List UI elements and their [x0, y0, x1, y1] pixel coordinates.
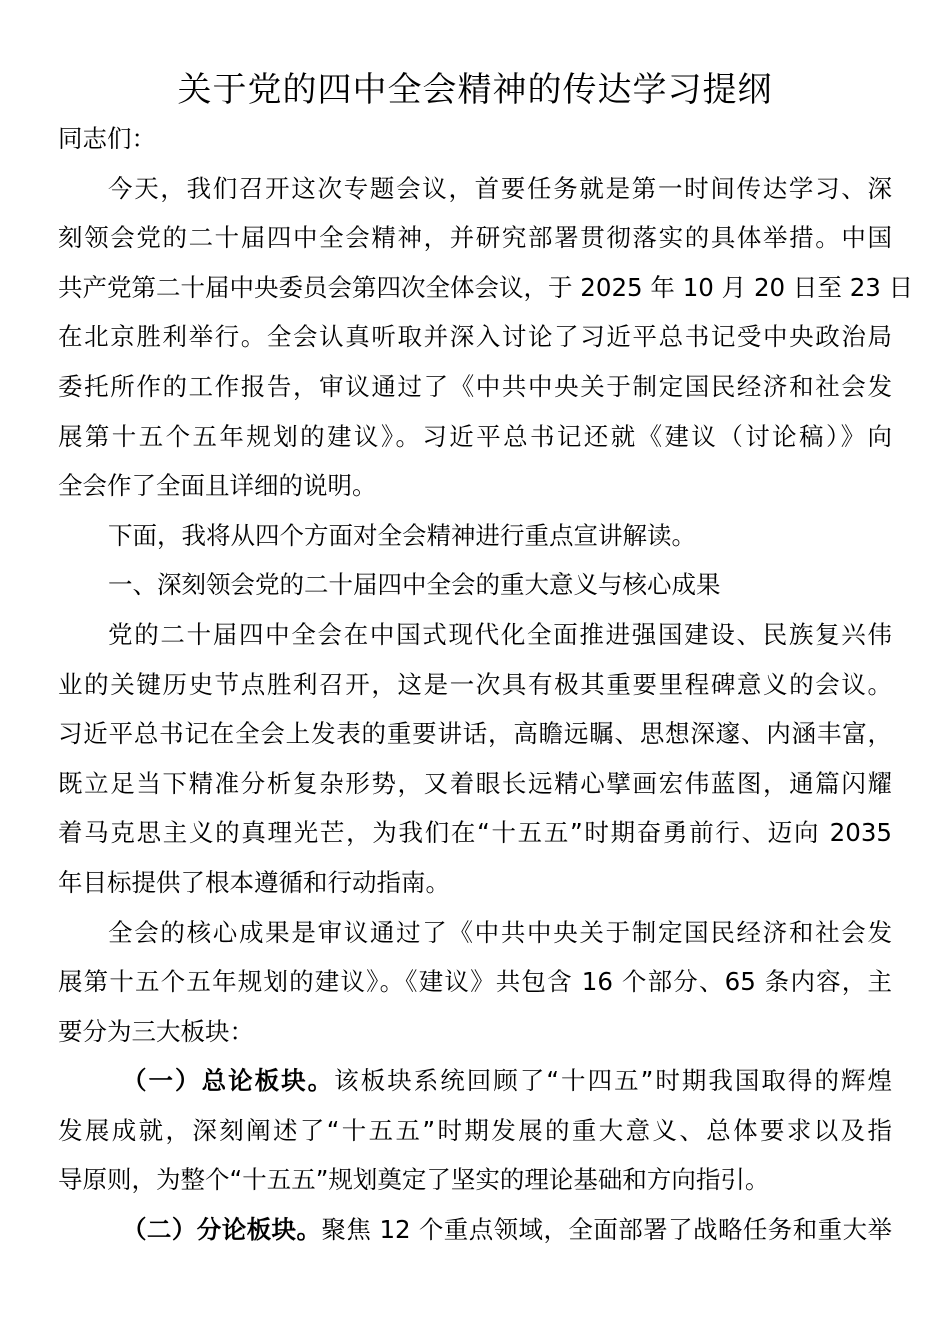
text-line [58, 1056, 892, 1106]
text-span: 该板块系统回顾了“十四五”时期我国取得的辉煌 [334, 1066, 892, 1096]
text-line: 展第十五个五年规划的建议》。习近平总书记还就《建议（讨论稿）》向 [58, 421, 892, 451]
text-line: 全会作了全面且详细的说明。 [58, 471, 377, 501]
text-line: 刻领会党的二十届四中全会精神，并研究部署贯彻落实的具体举措。中国 [58, 223, 892, 253]
document-title: 关于党的四中全会精神的传达学习提纲 [177, 70, 773, 110]
text-line: 发展成就，深刻阐述了“十五五”时期发展的重大意义、总体要求以及指 [58, 1115, 892, 1145]
text-line: 在北京胜利举行。全会认真听取并深入讨论了习近平总书记受中央政治局 [58, 322, 892, 352]
text-line: 年目标提供了根本遵循和行动指南。 [58, 867, 450, 897]
text-line: 业的关键历史节点胜利召开，这是一次具有极其重要里程碑意义的会议。 [58, 669, 892, 699]
document-body [58, 114, 914, 1255]
text-line: 展第十五个五年规划的建议》。《建议》共包含 16 个部分、65 条内容，主 [58, 967, 892, 997]
text-line: 党的二十届四中全会在中国式现代化全面推进强国建设、民族复兴伟 [108, 619, 892, 649]
text-line: 导原则，为整个“十五五”规划奠定了坚实的理论基础和方向指引。 [58, 1165, 770, 1195]
text-line: 全会的核心成果是审议通过了《中共中央关于制定国民经济和社会发 [108, 917, 892, 947]
text-line: 要分为三大板块： [58, 1016, 254, 1046]
paragraph-specific-section [58, 1205, 892, 1255]
section-heading-1: 一、深刻领会党的二十届四中全会的重大意义与核心成果 [108, 570, 721, 600]
subheading-specific: （二）分论板块。 [122, 1215, 322, 1245]
paragraph-significance [58, 610, 892, 908]
subheading-general: （一）总论板块。 [122, 1066, 335, 1096]
paragraph-general-section [58, 1056, 892, 1205]
paragraph-intro [58, 164, 914, 511]
text-span: 聚焦 12 个重点领域，全面部署了战略任务和重大举 [321, 1215, 893, 1245]
paragraph-overview: 下面，我将从四个方面对全会精神进行重点宣讲解读。 [108, 520, 696, 550]
text-line: 共产党第二十届中央委员会第四次全体会议，于 2025 年 10 月 20 日至 23 日 [58, 272, 914, 302]
paragraph-core-results [58, 908, 892, 1057]
text-line: 着马克思主义的真理光芒，为我们在“十五五”时期奋勇前行、迈向 2035 [58, 818, 892, 848]
text-line: 今天，我们召开这次专题会议，首要任务就是第一时间传达学习、深 [108, 173, 892, 203]
text-line [58, 1205, 892, 1255]
text-line: 既立足当下精准分析复杂形势，又着眼长远精心擘画宏伟蓝图，通篇闪耀 [58, 768, 892, 798]
text-line: 委托所作的工作报告，审议通过了《中共中央关于制定国民经济和社会发 [58, 371, 892, 401]
salutation: 同志们： [58, 124, 156, 153]
text-line: 习近平总书记在全会上发表的重要讲话，高瞻远瞩、思想深邃、内涵丰富， [58, 719, 892, 749]
